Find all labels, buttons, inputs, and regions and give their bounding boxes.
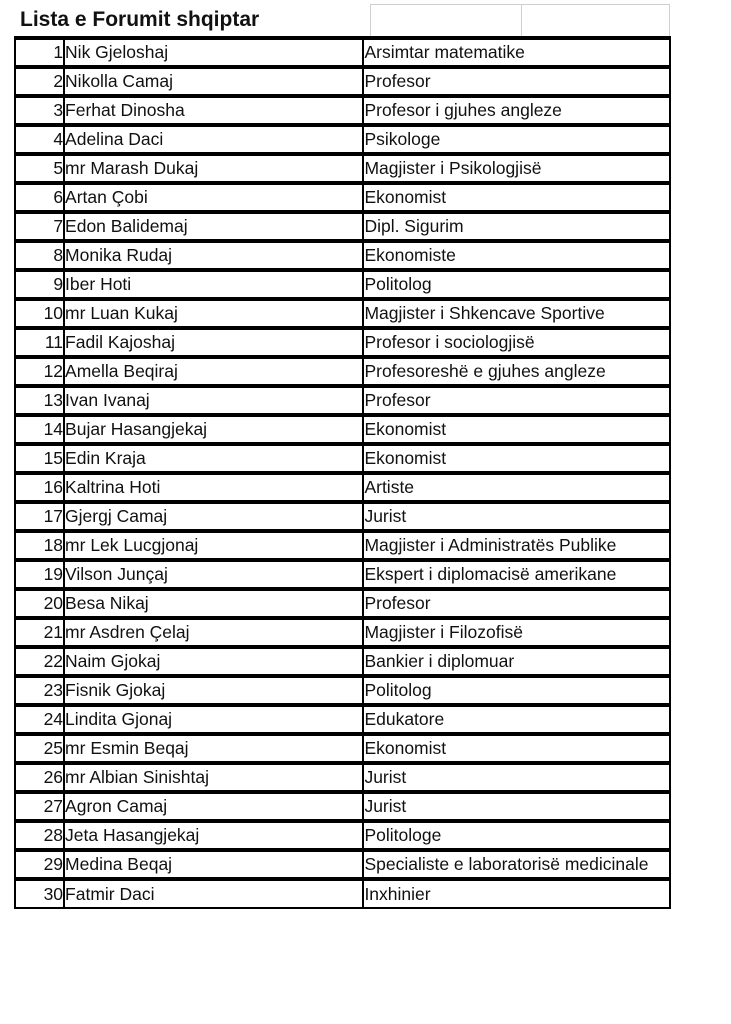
member-name: Kaltrina Hoti	[64, 473, 363, 502]
member-name: Nikolla Camaj	[64, 67, 363, 96]
row-number: 4	[15, 125, 64, 154]
member-profession: Ekonomist	[363, 183, 670, 212]
member-name: mr Lek Lucgjonaj	[64, 531, 363, 560]
table-row	[15, 560, 670, 589]
member-name: Lindita Gjonaj	[64, 705, 363, 734]
table-row	[15, 734, 670, 763]
row-number: 1	[15, 38, 64, 67]
row-number: 6	[15, 183, 64, 212]
table-row	[15, 879, 670, 908]
member-name: Adelina Daci	[64, 125, 363, 154]
member-profession: Profesor i sociologjisë	[363, 328, 670, 357]
table-row	[15, 270, 670, 299]
member-profession: Ekonomist	[363, 415, 670, 444]
member-profession: Magjister i Filozofisë	[363, 618, 670, 647]
member-name: Fadil Kajoshaj	[64, 328, 363, 357]
table-row	[15, 212, 670, 241]
member-profession: Magjister i Administratës Publike	[363, 531, 670, 560]
table-row	[15, 357, 670, 386]
row-number: 5	[15, 154, 64, 183]
member-name: Naim Gjokaj	[64, 647, 363, 676]
table-row	[15, 821, 670, 850]
row-number: 22	[15, 647, 64, 676]
member-profession: Ekonomist	[363, 734, 670, 763]
page-title: Lista e Forumit shqiptar	[20, 8, 260, 31]
member-name: Fatmir Daci	[64, 879, 363, 908]
member-profession: Politologe	[363, 821, 670, 850]
member-profession: Jurist	[363, 763, 670, 792]
member-profession: Ekonomiste	[363, 241, 670, 270]
title-row	[14, 4, 671, 36]
member-profession: Profesor	[363, 589, 670, 618]
row-number: 12	[15, 357, 64, 386]
grid-line	[370, 4, 670, 5]
member-profession: Jurist	[363, 502, 670, 531]
row-number: 14	[15, 415, 64, 444]
table-row	[15, 415, 670, 444]
member-name: Besa Nikaj	[64, 589, 363, 618]
row-number: 27	[15, 792, 64, 821]
row-number: 25	[15, 734, 64, 763]
member-name: Ferhat Dinosha	[64, 96, 363, 125]
table-row	[15, 67, 670, 96]
table-row	[15, 647, 670, 676]
member-name: Edon Balidemaj	[64, 212, 363, 241]
table-row	[15, 241, 670, 270]
member-name: mr Marash Dukaj	[64, 154, 363, 183]
member-name: mr Albian Sinishtaj	[64, 763, 363, 792]
row-number: 30	[15, 879, 64, 908]
table-row	[15, 850, 670, 879]
table-row	[15, 299, 670, 328]
member-profession: Psikologe	[363, 125, 670, 154]
table-row	[15, 531, 670, 560]
table-row	[15, 705, 670, 734]
row-number: 16	[15, 473, 64, 502]
table-row	[15, 183, 670, 212]
member-profession: Arsimtar matematike	[363, 38, 670, 67]
row-number: 17	[15, 502, 64, 531]
row-number: 3	[15, 96, 64, 125]
member-name: mr Asdren Çelaj	[64, 618, 363, 647]
table-row	[15, 589, 670, 618]
member-name: Agron Camaj	[64, 792, 363, 821]
row-number: 18	[15, 531, 64, 560]
table-row	[15, 444, 670, 473]
table-row	[15, 328, 670, 357]
member-name: Fisnik Gjokaj	[64, 676, 363, 705]
member-profession: Artiste	[363, 473, 670, 502]
grid-line	[669, 4, 670, 36]
member-profession: Profesor i gjuhes angleze	[363, 96, 670, 125]
table-row	[15, 96, 670, 125]
member-profession: Edukatore	[363, 705, 670, 734]
member-profession: Profesor	[363, 67, 670, 96]
row-number: 10	[15, 299, 64, 328]
member-name: Bujar Hasangjekaj	[64, 415, 363, 444]
member-profession: Profesor	[363, 386, 670, 415]
member-name: Amella Beqiraj	[64, 357, 363, 386]
row-number: 24	[15, 705, 64, 734]
member-name: Artan Çobi	[64, 183, 363, 212]
row-number: 9	[15, 270, 64, 299]
member-profession: Dipl. Sigurim	[363, 212, 670, 241]
member-profession: Ekonomist	[363, 444, 670, 473]
table-row	[15, 125, 670, 154]
table-row	[15, 676, 670, 705]
member-profession: Ekspert i diplomacisë amerikane	[363, 560, 670, 589]
row-number: 26	[15, 763, 64, 792]
row-number: 11	[15, 328, 64, 357]
row-number: 7	[15, 212, 64, 241]
member-name: Monika Rudaj	[64, 241, 363, 270]
table-row	[15, 473, 670, 502]
member-profession: Politolog	[363, 270, 670, 299]
member-name: Iber Hoti	[64, 270, 363, 299]
row-number: 15	[15, 444, 64, 473]
row-number: 2	[15, 67, 64, 96]
table-row	[15, 38, 670, 67]
member-name: Medina Beqaj	[64, 850, 363, 879]
row-number: 23	[15, 676, 64, 705]
member-profession: Bankier i diplomuar	[363, 647, 670, 676]
row-number: 29	[15, 850, 64, 879]
row-number: 19	[15, 560, 64, 589]
table-row	[15, 763, 670, 792]
member-profession: Politolog	[363, 676, 670, 705]
table-row	[15, 386, 670, 415]
row-number: 28	[15, 821, 64, 850]
table-row	[15, 154, 670, 183]
member-profession: Magjister i Psikologjisë	[363, 154, 670, 183]
members-table	[14, 36, 671, 909]
member-name: Gjergj Camaj	[64, 502, 363, 531]
member-name: Ivan Ivanaj	[64, 386, 363, 415]
members-table-body	[15, 38, 670, 908]
member-profession: Magjister i Shkencave Sportive	[363, 299, 670, 328]
spreadsheet	[14, 4, 671, 909]
member-profession: Jurist	[363, 792, 670, 821]
member-name: mr Esmin Beqaj	[64, 734, 363, 763]
row-number: 21	[15, 618, 64, 647]
member-name: Vilson Junçaj	[64, 560, 363, 589]
member-profession: Inxhinier	[363, 879, 670, 908]
member-name: Nik Gjeloshaj	[64, 38, 363, 67]
table-row	[15, 502, 670, 531]
table-row	[15, 618, 670, 647]
member-name: Jeta Hasangjekaj	[64, 821, 363, 850]
row-number: 13	[15, 386, 64, 415]
row-number: 8	[15, 241, 64, 270]
table-row	[15, 792, 670, 821]
grid-line	[370, 4, 371, 36]
member-name: mr Luan Kukaj	[64, 299, 363, 328]
member-name: Edin Kraja	[64, 444, 363, 473]
grid-line	[521, 4, 522, 36]
row-number: 20	[15, 589, 64, 618]
member-profession: Specialiste e laboratorisë medicinale	[363, 850, 670, 879]
member-profession: Profesoreshë e gjuhes angleze	[363, 357, 670, 386]
